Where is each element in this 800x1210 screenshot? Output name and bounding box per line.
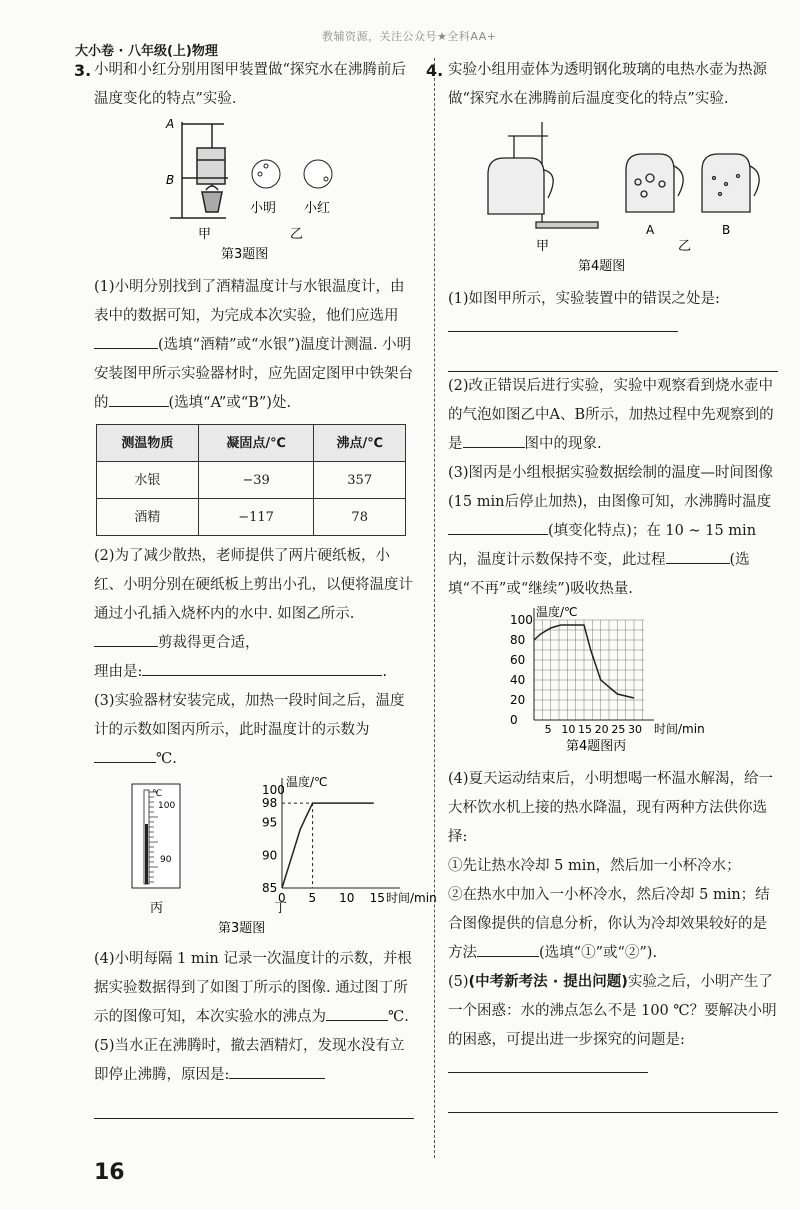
x-tick-label: 20 (594, 723, 609, 736)
y-tick-label: 95 (262, 815, 278, 830)
table-header: 沸点/℃ (314, 425, 406, 462)
table-row: 酒精 −117 78 (97, 499, 406, 536)
part-4: (4)夏天运动结束后，小明想喝一杯温水解渴，给一大杯饮水机上接的热水降温，现有两种方法供你选择: (448, 771, 774, 845)
part-5: (5)(中考新考法 · 提出问题)实验之后，小明产生了一个困惑：水的沸点怎么不是 100 ℃？要解决小明的困惑，可提出进一步探究的问题是: (448, 968, 778, 1084)
hole-icon (324, 177, 328, 181)
answer-blank[interactable] (477, 940, 539, 957)
series-line (282, 803, 374, 888)
label-yi: 乙 (290, 227, 304, 242)
y-tick-label: 100 (262, 783, 285, 797)
answer-blank[interactable] (94, 630, 158, 647)
answer-blank[interactable] (229, 1062, 325, 1079)
part-1: (1)如图甲所示，实验装置中的错误之处是: (448, 285, 778, 343)
part-2: (2)改正错误后进行实验，实验中观察看到烧水壶中的气泡如图乙中A、B所示，加热过程中先观察到的是 图中的现象. (448, 378, 774, 452)
question-3 (74, 56, 437, 1119)
figure-3-apparatus (94, 114, 414, 262)
y-axis-label: 温度/℃ (536, 605, 578, 619)
y-axis-label: 温度/℃ (286, 775, 328, 789)
iron-stand-illustration (170, 122, 228, 218)
label-yi: 乙 (678, 239, 692, 254)
chart-bing (510, 604, 705, 736)
x-tick-label: 10 (561, 723, 576, 736)
y-tick-label: 98 (262, 796, 278, 811)
data-table (96, 424, 406, 536)
answer-blank[interactable] (94, 332, 158, 349)
label-a: A (166, 117, 175, 131)
answer-blank[interactable] (94, 746, 156, 763)
label-bing: 丙 (150, 901, 164, 916)
thermo-90: 90 (160, 855, 172, 865)
thermometer-illustration (132, 784, 180, 888)
y-tick-label: 80 (510, 633, 526, 647)
label-b: B (722, 223, 731, 237)
label-b: B (166, 173, 175, 187)
x-tick-label: 25 (611, 723, 626, 736)
part-1: (1)小明分别找到了酒精温度计与水银温度计，由表中的数据可知，为完成本次实验，他们应选用(选填“酒精”或“水银”)温度计测温. 小明安装图甲所示实验器材时，应先固定图甲中铁架台的 (选填“A”或“B”)处. (94, 279, 413, 411)
hole-icon (258, 172, 262, 176)
page-number: 16 (94, 1160, 125, 1185)
table-header: 测温物质 (97, 425, 199, 462)
x-axis-label: 时间/min (386, 891, 437, 905)
thermo-unit: ℃ (152, 789, 163, 799)
x-axis-label: 时间/min (654, 722, 705, 736)
hole-icon (264, 164, 268, 168)
y-tick-label: 100 (510, 613, 533, 627)
answer-blank[interactable] (448, 1056, 648, 1073)
answer-blank[interactable] (666, 547, 730, 564)
x-tick-label: 15 (369, 891, 385, 905)
answer-blank[interactable] (142, 659, 382, 676)
kettle-b-illustration (702, 154, 759, 212)
figure-4-apparatus (448, 114, 778, 274)
figure-caption: 第3题图 (218, 921, 266, 936)
question-stem: 小明和小红分别用图甲装置做“探究水在沸腾前后温度变化的特点”实验. (94, 62, 406, 107)
part-4: (4)小明每隔 1 min 记录一次温度计的示数，并根据实验数据得到了如图丁所示的图像. 通过图丁所示的图像可知，本次实验水的沸点为 ℃. (94, 951, 412, 1025)
answer-blank[interactable] (448, 315, 678, 332)
answer-blank[interactable] (109, 390, 169, 407)
thermo-100: 100 (158, 801, 176, 811)
figure-3-thermometer-graph (94, 774, 437, 936)
x-tick-label: 0 (278, 891, 286, 905)
figure-caption: 第3题图 (221, 247, 269, 262)
answer-line[interactable] (448, 1084, 778, 1113)
part-3: (3)实验器材安装完成，加热一段时间之后，温度计的示数如图丙所示，此时温度计的示数为℃. (94, 693, 405, 767)
part-2: (2)为了减少散热，老师提供了两片硬纸板，小红、小明分别在硬纸板上剪出小孔，以便将温度计通过小孔插入烧杯内的水中. 如图乙所示.剪裁得更合适， (94, 548, 413, 651)
y-tick-label: 0 (510, 713, 518, 727)
part-3: (3)图丙是小组根据实验数据绘制的温度—时间图像(15 min后停止加热)，由图像可知，水沸腾时温度(填变化特点)；在 10 ~ 15 min 内，温度计示数保持不变，此过程 (选填“不再”或“继续”)吸收热量. (448, 465, 774, 597)
label-xiaoming: 小明 (250, 201, 277, 216)
label-jia: 甲 (536, 239, 550, 254)
table-row: 水银 −39 357 (97, 462, 406, 499)
answer-line[interactable] (94, 1090, 414, 1119)
answer-line[interactable] (448, 343, 778, 372)
question-number: 4. (426, 61, 444, 80)
y-tick-label: 60 (510, 653, 526, 667)
x-tick-label: 5 (308, 891, 317, 905)
question-stem: 实验小组用壶体为透明钢化玻璃的电热水壶为热源做“探究水在沸腾前后温度变化的特点”实验. (448, 62, 767, 107)
answer-blank[interactable] (463, 431, 525, 448)
figure-caption: 第4题图 (578, 259, 626, 274)
option-1: ①先让热水冷却 5 min，然后加一小杯冷水； (448, 858, 741, 874)
label-ding: 丁 (274, 901, 288, 916)
table-header: 凝固点/℃ (198, 425, 314, 462)
answer-blank[interactable] (326, 1004, 388, 1021)
x-tick-label: 5 (544, 723, 552, 736)
part-5: (5)当水正在沸腾时，撤去酒精灯，发现水没有立即停止沸腾，原因是: (94, 1038, 405, 1083)
question-4 (426, 56, 778, 1113)
y-tick-label: 90 (262, 848, 278, 863)
page-header (0, 6, 800, 59)
exam-tag: (中考新考法 · 提出问题) (468, 974, 628, 990)
label-jia: 甲 (198, 227, 212, 242)
cardboard-xiaohong (304, 160, 332, 188)
watermark-text: 教辅资源，关注公众号★全科AA+ (322, 30, 497, 43)
label-a: A (646, 223, 655, 237)
column-divider (434, 58, 435, 1158)
answer-blank[interactable] (448, 518, 548, 535)
figure-caption: 第4题图丙 (566, 739, 627, 754)
book-title: 大小卷 · 八年级(上)物理 (75, 44, 218, 59)
option-2: ②在热水中加入一小杯冷水，然后冷却 5 min；结合图像提供的信息分析，你认为冷却效果较好的是方法 (选填“①”或“②”). (448, 887, 770, 961)
y-tick-label: 85 (262, 881, 278, 895)
figure-4-graph (448, 604, 778, 754)
question-number: 3. (74, 61, 92, 80)
x-tick-label: 15 (578, 723, 592, 736)
y-tick-label: 20 (510, 693, 526, 707)
x-tick-label: 10 (339, 891, 355, 905)
chart-ding (262, 774, 437, 905)
kettle-a-illustration (626, 154, 683, 212)
part-2-reason: 理由是: . (94, 658, 414, 687)
label-xiaohong: 小红 (304, 201, 331, 216)
y-tick-label: 40 (510, 673, 526, 687)
kettle-stand-illustration (488, 122, 598, 228)
x-tick-label: 30 (628, 723, 642, 736)
